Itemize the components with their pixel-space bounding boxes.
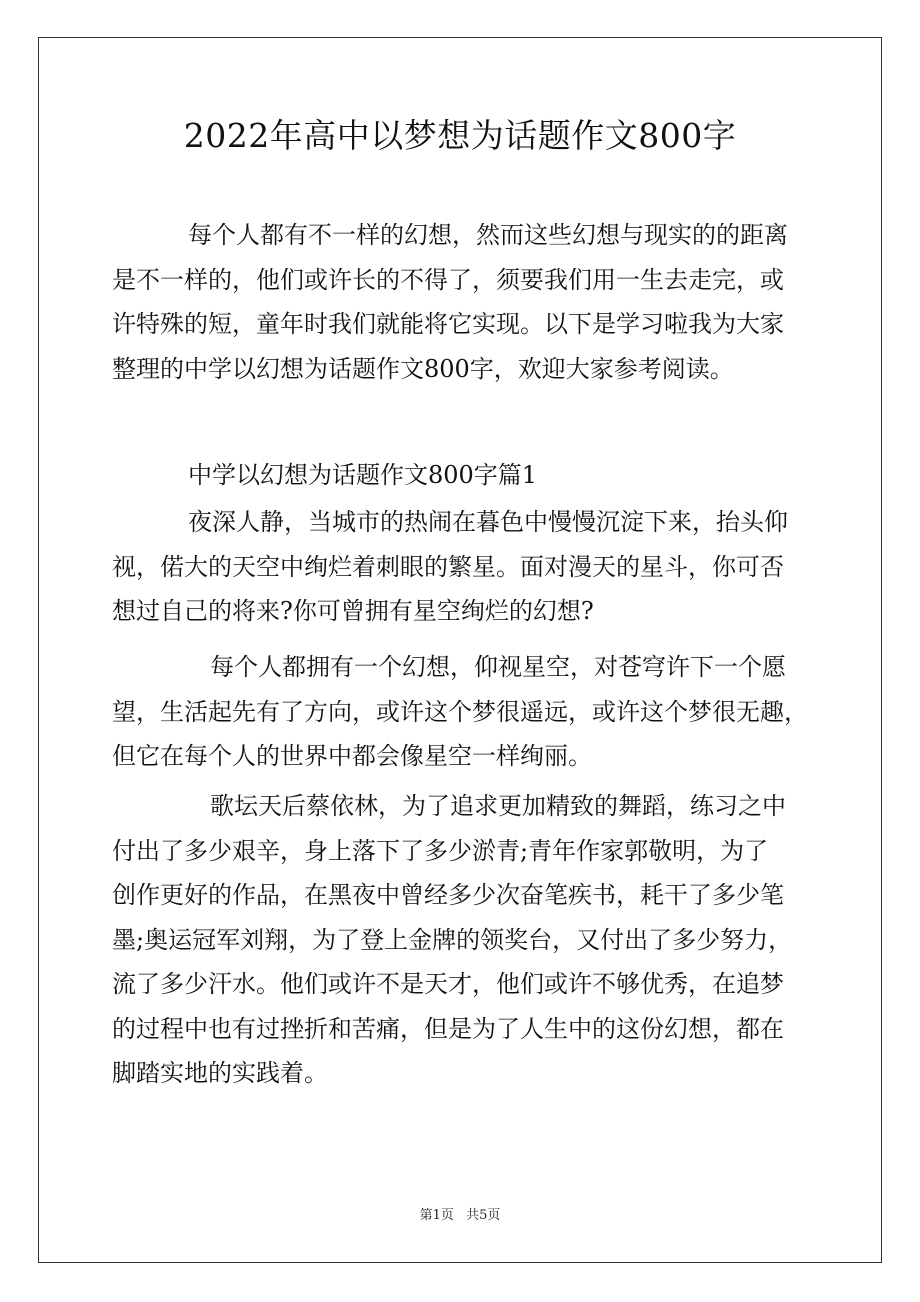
intro-line: 许特殊的短，童年时我们就能将它实现。以下是学习啦我为大家 bbox=[112, 310, 784, 338]
paragraph-line: 付出了多少艰辛，身上落下了多少淤青;青年作家郭敬明，为了 bbox=[112, 836, 769, 865]
paragraph-1 bbox=[112, 500, 812, 634]
paragraph-line: 夜深人静，当城市的热闹在暮色中慢慢沉淀下来，抬头仰 bbox=[188, 508, 788, 536]
intro-line: 每个人都有不一样的幻想，然而这些幻想与现实的的距离 bbox=[188, 221, 788, 249]
paragraph-line: 但它在每个人的世界中都会像星空一样绚丽。 bbox=[112, 742, 592, 770]
paragraph-2 bbox=[112, 645, 812, 779]
intro-paragraph bbox=[112, 213, 812, 391]
paragraph-line: 视，偌大的天空中绚烂着刺眼的繁星。面对漫天的星斗，你可否 bbox=[112, 552, 784, 581]
paragraph-line: 想过自己的将来?你可曾拥有星空绚烂的幻想? bbox=[112, 597, 594, 625]
paragraph-3 bbox=[112, 784, 812, 1096]
page-footer bbox=[0, 1206, 920, 1226]
paragraph-line: 的过程中也有过挫折和苦痛，但是为了人生中的这份幻想，都在 bbox=[112, 1014, 784, 1043]
paragraph-line: 望，生活起先有了方向，或许这个梦很遥远，或许这个梦很无趣， bbox=[112, 697, 808, 726]
document-title: 2022年高中以梦想为话题作文800字 bbox=[183, 116, 737, 155]
paragraph-line: 每个人都拥有一个幻想，仰视星空，对苍穹许下一个愿 bbox=[210, 653, 786, 681]
intro-line: 整理的中学以幻想为话题作文800字，欢迎大家参考阅读。 bbox=[112, 354, 734, 383]
paragraph-line: 脚踏实地的实践着。 bbox=[112, 1059, 328, 1087]
paragraph-line: 创作更好的作品，在黑夜中曾经多少次奋笔疾书，耗干了多少笔 bbox=[112, 881, 784, 909]
page-number: 第1页 bbox=[419, 1208, 454, 1223]
paragraph-line: 墨;奥运冠军刘翔，为了登上金牌的领奖台，又付出了多少努力， bbox=[112, 925, 793, 954]
intro-line: 是不一样的，他们或许长的不得了，须要我们用一生去走完，或 bbox=[112, 265, 784, 294]
section-heading: 中学以幻想为话题作文800字篇1 bbox=[188, 461, 538, 489]
paragraph-line: 流了多少汗水。他们或许不是天才，他们或许不够优秀，在追梦 bbox=[112, 970, 784, 998]
paragraph-line: 歌坛天后蔡依林，为了追求更加精致的舞蹈，练习之中 bbox=[210, 792, 786, 820]
page-total: 共5页 bbox=[466, 1208, 501, 1223]
